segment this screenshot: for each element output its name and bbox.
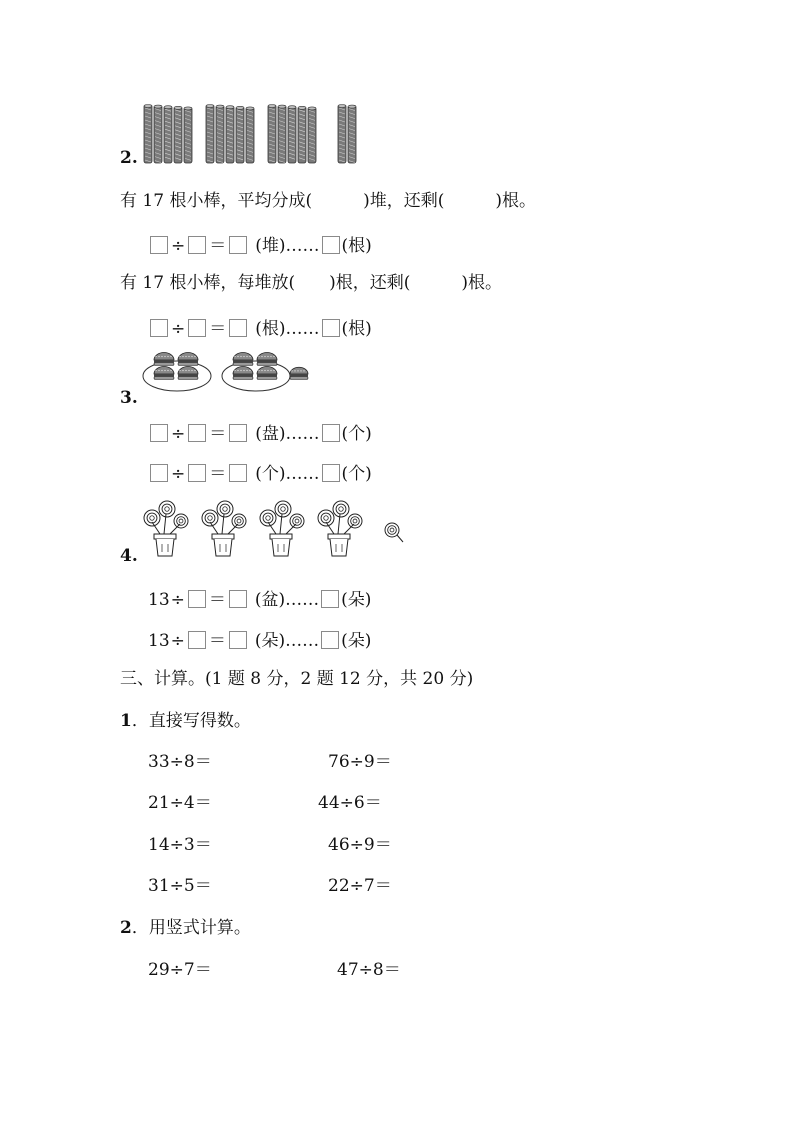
vertical-calc-item: 29÷7＝	[148, 960, 212, 980]
answer-box[interactable]	[188, 319, 206, 337]
stick-icon	[184, 107, 192, 163]
section-3-heading: 三、计算。(1 题 8 分，2 题 12 分，共 20 分)	[120, 669, 474, 689]
answer-box[interactable]	[229, 236, 247, 254]
answer-box[interactable]	[188, 631, 206, 649]
burger-icon	[178, 367, 198, 380]
plate-icon	[222, 361, 290, 391]
burger-icon	[154, 353, 174, 366]
answer-box[interactable]	[229, 319, 247, 337]
q2-statement-2: 有 17 根小棒，每堆放( )根，还剩( )根。	[120, 273, 502, 293]
answer-box[interactable]	[188, 236, 206, 254]
answer-box[interactable]	[188, 424, 206, 442]
calc-item: 22÷7＝	[328, 876, 392, 896]
answer-box[interactable]	[150, 424, 168, 442]
answer-box[interactable]	[322, 236, 340, 254]
vertical-calc-item: 47÷8＝	[337, 960, 401, 980]
answer-box[interactable]	[322, 424, 340, 442]
single-flower-icon	[385, 523, 403, 542]
burger-icon	[290, 367, 308, 379]
answer-box[interactable]	[322, 464, 340, 482]
stick-icon	[338, 105, 346, 164]
flower-pot-icon	[260, 501, 304, 556]
burger-icon	[178, 353, 198, 366]
answer-box[interactable]	[322, 319, 340, 337]
stick-icon	[226, 106, 234, 163]
q2-statement-1: 有 17 根小棒，平均分成( )堆，还剩( )根。	[120, 191, 536, 211]
answer-box[interactable]	[321, 631, 339, 649]
calc-item: 46÷9＝	[328, 835, 392, 855]
question-3-number: 3.	[120, 388, 138, 408]
stick-icon	[348, 105, 356, 163]
stick-icon	[278, 105, 286, 163]
stick-icon	[298, 106, 306, 163]
plate-icon	[143, 361, 211, 391]
calc-item: 31÷5＝	[148, 876, 212, 896]
answer-box[interactable]	[188, 464, 206, 482]
calc-item: 33÷8＝	[148, 752, 212, 772]
q2-equation-1: ÷ ＝ (堆)…… (根)	[148, 236, 372, 256]
flower-pots-illustration	[142, 500, 412, 560]
burger-icon	[233, 353, 253, 366]
burgers-on-plates-illustration	[142, 348, 342, 396]
part-1-title: 1．直接写得数。	[120, 711, 251, 731]
answer-box[interactable]	[229, 631, 247, 649]
flower-pot-icon	[144, 501, 188, 556]
calc-item: 21÷4＝	[148, 793, 212, 813]
calc-item: 76÷9＝	[328, 752, 392, 772]
part-2-title: 2．用竖式计算。	[120, 918, 251, 938]
answer-box[interactable]	[150, 319, 168, 337]
answer-box[interactable]	[188, 590, 206, 608]
stick-icon	[268, 105, 276, 164]
answer-box[interactable]	[321, 590, 339, 608]
calc-item: 44÷6＝	[318, 793, 382, 813]
answer-box[interactable]	[150, 464, 168, 482]
q2-equation-2: ÷ ＝ (根)…… (根)	[148, 319, 372, 339]
stick-icon	[236, 106, 244, 163]
answer-box[interactable]	[229, 590, 247, 608]
burger-icon	[257, 353, 277, 366]
sticks-illustration	[142, 104, 422, 166]
burger-icon	[154, 367, 174, 380]
burger-icon	[233, 367, 253, 380]
stick-icon	[144, 105, 152, 164]
q3-equation-2: ÷ ＝ (个)…… (个)	[148, 464, 372, 484]
q3-equation-1: ÷ ＝ (盘)…… (个)	[148, 424, 372, 444]
question-2-number: 2.	[120, 148, 138, 168]
stick-icon	[164, 106, 172, 163]
stick-icon	[308, 107, 316, 163]
flower-pot-icon	[202, 501, 246, 556]
question-4-number: 4.	[120, 546, 138, 566]
burger-icon	[257, 367, 277, 380]
stick-icon	[288, 106, 296, 163]
stick-icon	[154, 105, 162, 163]
answer-box[interactable]	[150, 236, 168, 254]
answer-box[interactable]	[229, 464, 247, 482]
stick-icon	[246, 107, 254, 163]
q4-equation-2: 13÷ ＝ (朵)…… (朵)	[148, 631, 372, 651]
answer-box[interactable]	[229, 424, 247, 442]
calc-item: 14÷3＝	[148, 835, 212, 855]
stick-icon	[216, 105, 224, 163]
q4-equation-1: 13÷ ＝ (盆)…… (朵)	[148, 590, 372, 610]
stick-icon	[174, 106, 182, 163]
flower-pot-icon	[318, 501, 362, 556]
stick-icon	[206, 105, 214, 164]
